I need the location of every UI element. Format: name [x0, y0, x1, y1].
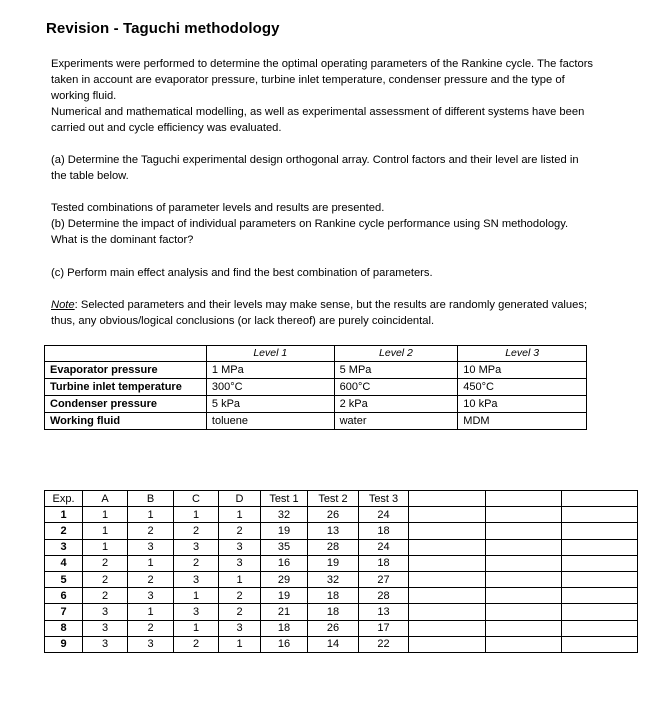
- results-cell: 24: [359, 539, 409, 555]
- task-a-text: (a) Determine the Taguchi experimental design orthogonal array. Control factors and their level are listed in the table below.: [51, 154, 579, 182]
- results-cell: [486, 571, 562, 587]
- results-cell: 2: [174, 636, 219, 652]
- experiment-number: 3: [45, 539, 83, 555]
- experiment-number: 6: [45, 588, 83, 604]
- results-header-cell: D: [219, 491, 261, 507]
- results-cell: 26: [308, 507, 359, 523]
- results-cell: 21: [261, 604, 308, 620]
- results-cell: 3: [174, 604, 219, 620]
- note: [51, 297, 599, 329]
- results-cell: 3: [174, 539, 219, 555]
- experiment-number: 8: [45, 620, 83, 636]
- results-cell: [486, 620, 562, 636]
- results-cell: 19: [261, 523, 308, 539]
- results-cell: 3: [174, 571, 219, 587]
- results-cell: 1: [83, 507, 128, 523]
- results-cell: 32: [261, 507, 308, 523]
- results-cell: [409, 539, 486, 555]
- factor-row: [45, 379, 587, 396]
- results-row: [45, 604, 638, 620]
- results-cell: 3: [128, 588, 174, 604]
- results-cell: [562, 523, 638, 539]
- results-header-cell: [409, 491, 486, 507]
- factor-level-cell: 5 kPa: [206, 396, 334, 413]
- factor-header-cell: Level 2: [334, 346, 458, 362]
- results-cell: 2: [83, 571, 128, 587]
- results-cell: 2: [174, 523, 219, 539]
- results-cell: 1: [83, 539, 128, 555]
- experiment-number: 4: [45, 555, 83, 571]
- results-cell: [409, 588, 486, 604]
- results-row: [45, 636, 638, 652]
- results-cell: 18: [261, 620, 308, 636]
- experiment-number: 2: [45, 523, 83, 539]
- results-cell: 32: [308, 571, 359, 587]
- results-cell: 2: [174, 555, 219, 571]
- results-cell: 29: [261, 571, 308, 587]
- results-cell: 19: [308, 555, 359, 571]
- factor-level-cell: 1 MPa: [206, 362, 334, 379]
- results-cell: [562, 539, 638, 555]
- intro-paragraph: [51, 56, 596, 136]
- task-b-intro: Tested combinations of parameter levels and results are presented.: [51, 202, 385, 214]
- results-row: [45, 588, 638, 604]
- experiment-number: 7: [45, 604, 83, 620]
- results-cell: [486, 555, 562, 571]
- results-cell: [409, 555, 486, 571]
- results-cell: [562, 588, 638, 604]
- results-row: [45, 539, 638, 555]
- task-c: [51, 265, 596, 281]
- results-cell: [486, 523, 562, 539]
- factor-level-cell: MDM: [458, 413, 587, 430]
- factor-level-cell: 300°C: [206, 379, 334, 396]
- results-cell: 13: [308, 523, 359, 539]
- results-cell: 24: [359, 507, 409, 523]
- results-cell: 26: [308, 620, 359, 636]
- results-cell: [562, 555, 638, 571]
- results-header-cell: B: [128, 491, 174, 507]
- results-cell: 2: [219, 604, 261, 620]
- results-cell: 1: [83, 523, 128, 539]
- results-cell: [486, 636, 562, 652]
- results-cell: 27: [359, 571, 409, 587]
- task-c-text: (c) Perform main effect analysis and find the best combination of parameters.: [51, 267, 433, 279]
- results-cell: [486, 588, 562, 604]
- factor-row: [45, 396, 587, 413]
- results-cell: 3: [83, 604, 128, 620]
- note-label: Note: [51, 299, 75, 311]
- intro-sentence-2: Numerical and mathematical modelling, as well as experimental assessment of different systems have been carried out and cycle efficiency was evaluated.: [51, 106, 585, 134]
- results-cell: 3: [219, 539, 261, 555]
- page-title: Revision - Taguchi methodology: [46, 20, 280, 37]
- results-cell: 1: [219, 571, 261, 587]
- results-cell: 3: [83, 636, 128, 652]
- factor-header-cell: [45, 346, 207, 362]
- results-cell: [562, 507, 638, 523]
- experiment-number: 5: [45, 571, 83, 587]
- results-cell: 1: [128, 604, 174, 620]
- results-row: [45, 571, 638, 587]
- results-cell: 1: [128, 555, 174, 571]
- results-cell: 3: [219, 620, 261, 636]
- results-cell: 16: [261, 636, 308, 652]
- results-header-cell: A: [83, 491, 128, 507]
- results-cell: 2: [83, 555, 128, 571]
- intro-sentence-1: Experiments were performed to determine the optimal operating parameters of the Rankine cycle. The factors taken in account are evaporator pressure, turbine inlet temperature, condenser pressure and the type of working fluid.: [51, 58, 594, 102]
- results-header-cell: Test 3: [359, 491, 409, 507]
- results-cell: 1: [174, 588, 219, 604]
- results-row: [45, 507, 638, 523]
- task-b-text: (b) Determine the impact of individual parameters on Rankine cycle performance using SN methodology. What is the dominant factor?: [51, 218, 569, 246]
- results-cell: 18: [308, 604, 359, 620]
- results-cell: 35: [261, 539, 308, 555]
- results-cell: 16: [261, 555, 308, 571]
- results-cell: 17: [359, 620, 409, 636]
- results-header-row: [45, 491, 638, 507]
- factor-levels-table: [44, 345, 587, 430]
- results-cell: 2: [128, 571, 174, 587]
- results-row: [45, 555, 638, 571]
- results-header-cell: [562, 491, 638, 507]
- results-cell: [562, 620, 638, 636]
- results-cell: 2: [219, 588, 261, 604]
- results-cell: 1: [219, 636, 261, 652]
- results-cell: 3: [128, 636, 174, 652]
- factor-name: Evaporator pressure: [45, 362, 207, 379]
- results-cell: 2: [128, 620, 174, 636]
- factor-header-row: [45, 346, 587, 362]
- results-table: [44, 490, 638, 653]
- factor-name: Working fluid: [45, 413, 207, 430]
- results-cell: 14: [308, 636, 359, 652]
- results-header-cell: Exp.: [45, 491, 83, 507]
- task-a: [51, 152, 596, 184]
- results-cell: [486, 539, 562, 555]
- results-cell: 18: [359, 555, 409, 571]
- factor-level-cell: 2 kPa: [334, 396, 458, 413]
- factor-level-cell: water: [334, 413, 458, 430]
- results-cell: 18: [308, 588, 359, 604]
- results-cell: 2: [128, 523, 174, 539]
- results-cell: [409, 620, 486, 636]
- results-header-cell: [486, 491, 562, 507]
- results-cell: 3: [128, 539, 174, 555]
- factor-level-cell: 5 MPa: [334, 362, 458, 379]
- note-text: : Selected parameters and their levels may make sense, but the results are randomly generated values; thus, any obvious/logical conclusions (or lack thereof) are purely coincidental.: [51, 299, 588, 327]
- results-cell: 1: [219, 507, 261, 523]
- results-cell: [409, 523, 486, 539]
- results-cell: 13: [359, 604, 409, 620]
- factor-row: [45, 362, 587, 379]
- factor-name: Turbine inlet temperature: [45, 379, 207, 396]
- results-row: [45, 620, 638, 636]
- results-cell: 28: [359, 588, 409, 604]
- factor-level-cell: 10 kPa: [458, 396, 587, 413]
- results-cell: 1: [128, 507, 174, 523]
- results-cell: [486, 604, 562, 620]
- results-cell: [409, 636, 486, 652]
- results-cell: [562, 604, 638, 620]
- results-cell: [562, 571, 638, 587]
- task-b: [51, 200, 596, 248]
- results-cell: [486, 507, 562, 523]
- factor-level-cell: 450°C: [458, 379, 587, 396]
- results-row: [45, 523, 638, 539]
- factor-level-cell: toluene: [206, 413, 334, 430]
- results-cell: [409, 604, 486, 620]
- results-cell: [562, 636, 638, 652]
- results-header-cell: Test 2: [308, 491, 359, 507]
- factor-level-cell: 600°C: [334, 379, 458, 396]
- results-header-cell: Test 1: [261, 491, 308, 507]
- experiment-number: 1: [45, 507, 83, 523]
- results-cell: 22: [359, 636, 409, 652]
- results-cell: 3: [83, 620, 128, 636]
- results-cell: 2: [219, 523, 261, 539]
- factor-row: [45, 413, 587, 430]
- results-cell: 2: [83, 588, 128, 604]
- factor-header-cell: Level 3: [458, 346, 587, 362]
- results-cell: [409, 571, 486, 587]
- factor-name: Condenser pressure: [45, 396, 207, 413]
- results-cell: 1: [174, 507, 219, 523]
- experiment-number: 9: [45, 636, 83, 652]
- results-cell: 1: [174, 620, 219, 636]
- results-cell: 28: [308, 539, 359, 555]
- results-header-cell: C: [174, 491, 219, 507]
- results-cell: [409, 507, 486, 523]
- results-cell: 19: [261, 588, 308, 604]
- factor-header-cell: Level 1: [206, 346, 334, 362]
- results-cell: 3: [219, 555, 261, 571]
- results-cell: 18: [359, 523, 409, 539]
- factor-level-cell: 10 MPa: [458, 362, 587, 379]
